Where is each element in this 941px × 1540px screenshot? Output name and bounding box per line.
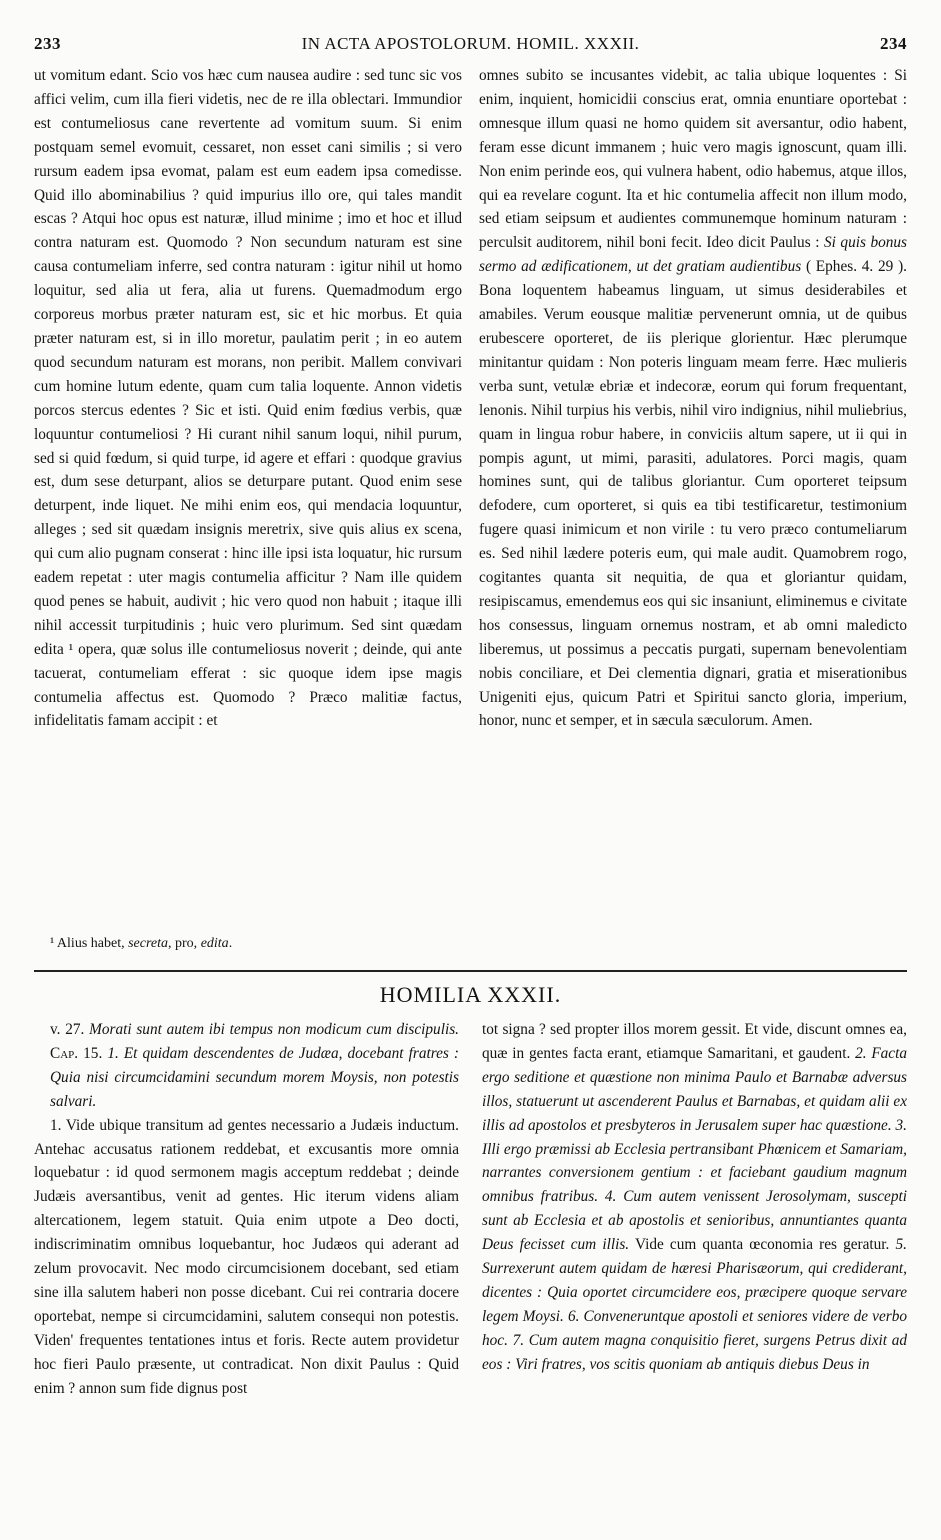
bottom-right-column <box>482 1018 907 1377</box>
top-right-text-2: Bona loquentem habeamus linguam, ut simus desiderabiles et amabiles. Verum eousque malitiæ pervenerunt omnia, ut de quibus erubescere oporteret, de iis plerique glorientur. Hæc plerumque minitantur quidam : Non poteris linguam meam ferre. Hæc mulieris verba sunt, vetulæ ebriæ et indecoræ, eorum qui forum frequentant, lenonis. Nihil turpius his verbis, nihil viro indignius, nihil muliebrius, quam in lingua robur habere, in conviciis altum sapere, ut ii qui in pompis agunt, ut mimi, parasiti, adulatores. Porci magis, quam homines sunt, qui de talibus gloriantur. Cum oporteret teipsum defodere, cum oporteret, si quis ea tibi testificaretur, testimonium fugere quasi inimicum et non virile : tu vero præco contumeliarum es. Sed nihil lædere poteris eum, qui male audit. Quamobrem rogo, cogitantes quanta sit nequitia, de qua et gloriantur quidam, resipiscamus, emendemus eos qui sic insaniunt, eliminemus e civitate hos consessus, linguam ornemus nostram, et ab omni maledicto liberemus, ut possimus a peccatis purgati, supernam benevolentiam nobis conciliare, et Dei clementia dignari, gratia et miserationibus Unigeniti ejus, quicum Patri et Spiritui sancto gloria, imperium, honor, nunc et semper, et in sæcula sæculorum. Amen. <box>479 282 907 730</box>
section-divider <box>34 970 907 972</box>
footnote-variant-1: secreta <box>128 936 169 951</box>
homily-title: HOMILIA XXXII. <box>379 982 562 1007</box>
scripture-quote-ephesians: Si quis bonus sermo ad ædificationem, ut det gratiam audientibus <box>479 234 907 276</box>
footnote <box>50 934 460 954</box>
scripture-text-a: Morati sunt autem ibi tempus non modicum cum discipulis. <box>84 1021 459 1038</box>
chapter-marker: Cap. 15. <box>50 1044 103 1062</box>
scripture-text-d: 5. Surrexerunt autem quidam de hæresi Pharisæorum, qui crediderant, dicentes : Quia oportet circumcidere eos, præcipere quoque servare legem Moysi. 6. Conveneruntque apostoli et seniores videre de verbo hoc. 7. Cum autem magna conquisitio fieret, surgens Petrus dixit ad eos : Viri fratres, vos scitis quoniam ab antiquis diebus Deus in <box>482 1236 907 1373</box>
footnote-text-before: Alius habet, <box>54 936 129 951</box>
top-left-text: ut vomitum edant. Scio vos hæc cum nausea audire : sed tunc sic vos affici velim, cum illa fieri videtis, nec de re illa oblectari. Immundior est contumeliosus cane revertente ad vomitum suum. Si enim postquam semel evomuit, cessaret, non esset cani similis ; si vero rursum eadem ipsa evomat, palam est eum eadem ipsa comedisse. Quid illo abominabilius ? quid impurius illo ore, qui tales mandit escas ? Atqui hoc opus est naturæ, illud minime ; imo et hoc et illud contra naturam est. Quomodo ? Non secundum naturam est sine causa contumeliam inferre, sed contra naturam : igitur nihil ut homo loquitur, sed alia ut fera, alia ut furens. Quemadmodum ergo corporeus morbus præter naturam est, sic et hic morbus. Et quia præter naturam est, si in illo moretur, paulatim perit ; in eo autem quod secundum naturam est morans, non peribit. Mallem convivari cum homine lutum edente, quam cum talia loquente. Annon videtis porcos stercus edentes ? Sic et isti. Quid enim fœdius verbis, quæ loquuntur contumeliosi ? Hi curant nihil sanum loqui, nihil purum, sed si quid fœdum, si quid turpe, id agere et effari : quodque gravius est, dum sese deturpant, alios se deturpare putant. Quod enim sese deturpent, inde liquet. Ne mihi enim eos, qui mendacia loquuntur, alleges ; sed sit quædam insignis meretrix, sive quis alius ex scena, qui cum alio pugnam conserat : hinc ille ipsi ista loquatur, hic rursum eadem repetat : uter magis contumelia afficitur ? Nam ille quidem quod penes se habuit, audivit ; hic vero quod non habuit ; itaque illi nihil accessit turpitudinis ; huic vero plurimum. Sed sint quædam edita ¹ opera, quæ solus ille contumeliosus noverit ; deinde, qui ante tacuerat, contumeliam efferat : sic quoque idem ipse magis contumelia affectus est. Quomodo ? Præco malitiæ factus, infidelitatis famam accipit : et <box>34 67 462 730</box>
bottom-right-text-1: tot signa ? sed propter illos morem gessit. Et vide, discunt omnes ea, quæ in gentes facta erant, etiamque Samaritani, et gaudent. <box>482 1021 907 1062</box>
scripture-text-b: 1. Et quidam descendentes de Judæa, docebant fratres : Quia nisi circumcidamini secundum morem Moysis, non potestis salvari. <box>50 1044 459 1110</box>
bottom-right-paragraph <box>482 1018 907 1377</box>
footnote-variant-2: edita <box>200 936 229 951</box>
scripture-text-c: 2. Facta ergo seditione et quæstione non minima Paulo et Barnabæ adversus illos, statuerunt ut ascenderent Paulus et Barnabas, et quidam alii ex illis ad apostolos et presbyteros in Jerusalem super hac quæstione. 3. Illi ergo præmissi ab Ecclesia pertransibant Phœnicem et Samariam, narrantes conversionem gentium : et faciebant gaudium magnum omnibus fratribus. 4. Cum autem venissent Jerosolymam, suscepti sunt ab Ecclesia et ab apostolis et senioribus, annuntiantes quanta Deus fecisset cum illis. <box>482 1044 907 1254</box>
top-right-text-1: omnes subito se incusantes videbit, ac talia ubique loquentes : Si enim, inquient, homicidii conscius erat, omnia enuntiare oportebat : omnesque illum quasi ne homo quidem sit aversantur, odio habent, feram esse dicunt immanem ; huic vero magis ignoscunt, quam illi. Non enim perinde eos, qui vulnera habent, odio habemus, atque illos, qui ea revelare cogunt. Ita et hic contumelia affecit non illum modo, sed etiam seipsum et audientes communemque hominum naturam : perculsit auditorem, nihil boni fecit. Ideo dicit Paulus : <box>479 67 907 252</box>
scripture-reference: ( Ephes. 4. 29 ). <box>801 258 907 276</box>
page-number-right: 234 <box>880 34 907 53</box>
verse-number: v. 27. <box>50 1021 85 1038</box>
footnote-marker: ¹ <box>50 936 55 951</box>
top-left-column <box>34 64 462 733</box>
top-right-column <box>479 64 907 733</box>
commentary-paragraph: 1. Vide ubique transitum ad gentes necessario a Judæis inductum. Antehac accusatus rationem reddebat, et excusantis more omnia loquebatur : id quod sermonem magis acceptum reddebat ; deinde Judæis aversantibus, venit ad gentes. Hic iterum videns aliam altercationem, legem statuit. Quia enim utpote a Deo docti, indiscriminatim omnibus loquebantur, hoc Judæos qui aderant ad zelum provocavit. Nec modo circumcisionem docebant, sed etiam sine illa salutem haberi non posse dicebant. Cui rei contraria docere oportebat, nempe si circumcidamini, salutem consequi non potestis. Viden' frequentes tentationes intus et foris. Recte autem providetur hoc fieri Paulo præsente, ut contradicat. Non dixit Paulus : Quid enim ? annon sum fide dignus post <box>34 1116 459 1397</box>
top-right-paragraph <box>479 64 907 733</box>
bottom-right-text-2: Vide cum quanta œconomia res geratur. <box>629 1236 896 1254</box>
footnote-text-after: . <box>228 936 233 951</box>
running-title: IN ACTA APOSTOLORUM. HOMIL. XXXII. <box>301 34 640 53</box>
page-number-left: 233 <box>34 34 61 53</box>
running-header <box>34 34 907 58</box>
bottom-left-column <box>34 1018 459 1401</box>
scripture-passage <box>34 1018 459 1114</box>
footnote-text-middle: , pro, <box>168 936 201 951</box>
